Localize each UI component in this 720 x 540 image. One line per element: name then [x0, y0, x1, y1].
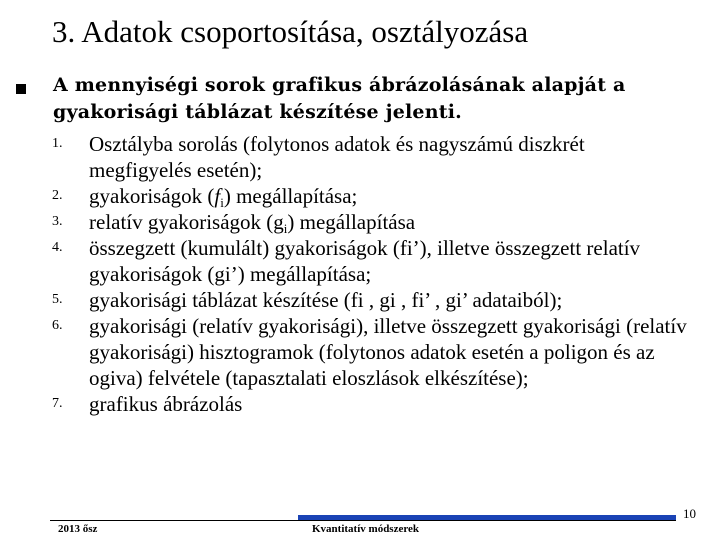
item-text: grafikus ábrázolás	[89, 392, 243, 416]
item-number: 4.	[52, 240, 63, 255]
item-text: gyakorisági (relatív gyakorisági), illetve összegzett gyakorisági (relatív gyakorisági) hisztogramok (folytonos adatok esetén a poligon és az ogiva) felvétele (tapasztalati eloszlások elkészítése);	[89, 314, 687, 390]
list-item	[52, 287, 692, 313]
item-number: 2.	[52, 188, 63, 203]
item-text-pre: relatív gyakoriságok (	[89, 210, 274, 234]
list-item	[52, 183, 692, 209]
footer-divider	[50, 520, 676, 521]
footer-course-name: Kvantitatív módszerek	[312, 523, 420, 535]
footer-semester: 2013 ősz	[58, 523, 98, 535]
item-number: 6.	[52, 318, 63, 333]
item-text	[89, 183, 692, 209]
item-text-pre: gyakoriságok (	[89, 184, 215, 208]
page-number: 10	[683, 506, 696, 521]
item-number: 3.	[52, 214, 63, 229]
list-item	[52, 391, 692, 417]
item-text-post: ) megállapítása;	[223, 184, 358, 208]
variable-subscript: i	[283, 221, 288, 236]
variable-symbol: f	[214, 184, 221, 208]
item-text: Osztályba sorolás (folytonos adatok és nagyszámú diszkrét megfigyelés esetén);	[89, 132, 585, 182]
list-item	[52, 235, 692, 287]
item-text: összegzett (kumulált) gyakoriságok (fi’), illetve összegzett relatív gyakoriságok (gi’) megállapítása;	[89, 236, 641, 286]
intro-text: A mennyiségi sorok grafikus ábrázolásának alapját a gyakorisági táblázat készítése jelenti.	[53, 74, 626, 123]
variable-subscript: i	[220, 195, 224, 210]
slide-title: 3. Adatok csoportosítása, osztályozása	[52, 14, 529, 49]
variable-symbol: g	[273, 210, 284, 234]
item-number: 7.	[52, 396, 63, 411]
step-list	[52, 131, 692, 417]
list-item	[52, 131, 692, 183]
item-text	[89, 209, 692, 235]
item-text-post: ) megállapítása	[287, 210, 416, 234]
item-text: gyakorisági táblázat készítése (fi , gi , fi’ , gi’ adataiból);	[89, 288, 563, 312]
list-item	[52, 209, 692, 235]
square-bullet-icon	[16, 84, 26, 94]
item-number: 5.	[52, 292, 63, 307]
list-item	[52, 313, 692, 391]
item-number: 1.	[52, 136, 63, 151]
